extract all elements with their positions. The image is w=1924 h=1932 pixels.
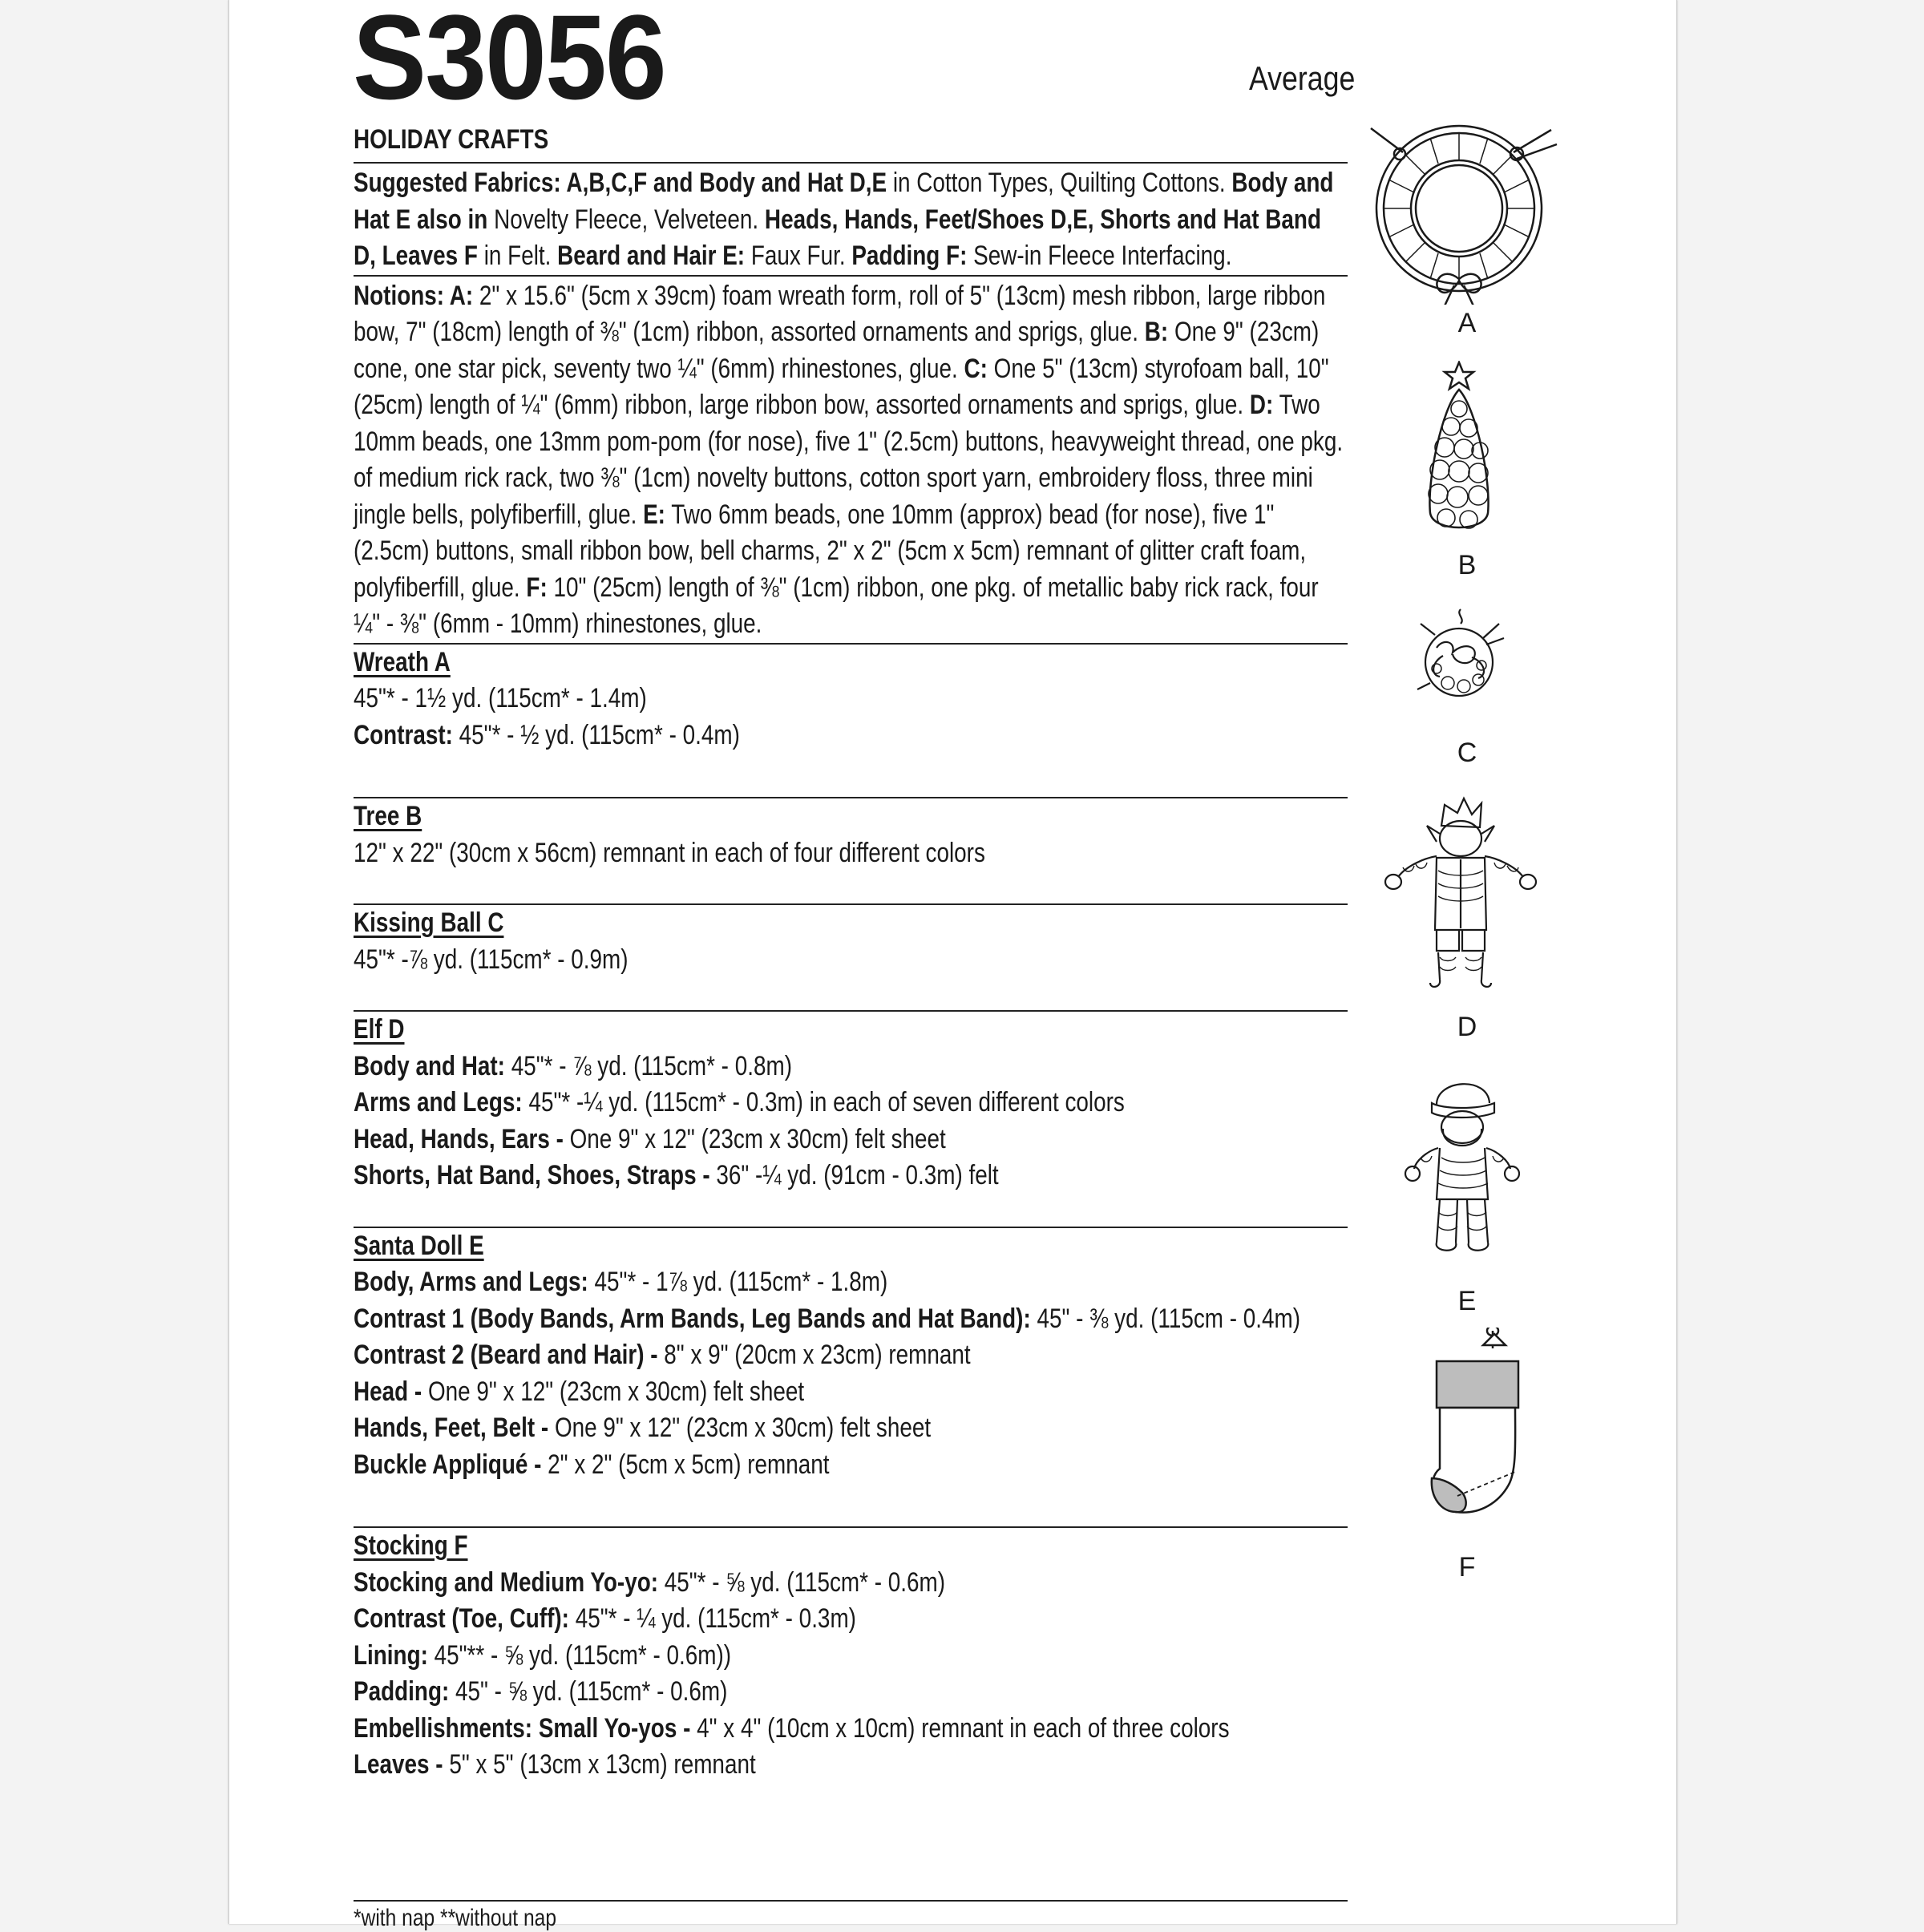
notion-items: One 9" (23cm) cone, one star pick, seventy two ¼" (6mm) rhinestones, glue. bbox=[354, 317, 1320, 384]
fabric-type: Faux Fur. bbox=[745, 240, 846, 271]
view-f bbox=[1347, 1328, 1587, 1528]
piece-yardage: One 9" x 12" (23cm x 30cm) felt sheet bbox=[563, 1123, 946, 1154]
view-c bbox=[1347, 606, 1587, 710]
notions-label: Notions: bbox=[354, 280, 445, 311]
yardage-line bbox=[354, 681, 1348, 717]
section-title: Santa Doll E bbox=[354, 1230, 484, 1261]
kissing-ball-icon bbox=[1347, 606, 1587, 710]
piece-yardage: 45"* - 1½ yd. (115cm* - 1.4m) bbox=[354, 683, 647, 713]
fabric-type: in Cotton Types, Quilting Cottons. bbox=[887, 168, 1226, 198]
yardage-line bbox=[354, 1410, 1348, 1447]
stocking-icon bbox=[1347, 1328, 1587, 1528]
piece-label: Contrast: bbox=[354, 719, 453, 750]
pattern-number: S3056 bbox=[353, 0, 665, 124]
notion-items: One 5" (13cm) styrofoam ball, 10" (25cm) length of ¼" (6mm) ribbon, large ribbon bow, assorted ornaments and sprigs, glue. bbox=[354, 353, 1329, 420]
piece-label: Contrast 2 (Beard and Hair) - bbox=[354, 1340, 658, 1370]
yardage-line bbox=[354, 1301, 1348, 1338]
view-e bbox=[1347, 1071, 1587, 1263]
piece-yardage: 8" x 9" (20cm x 23cm) remnant bbox=[657, 1340, 971, 1370]
piece-yardage: 2" x 2" (5cm x 5cm) remnant bbox=[541, 1449, 830, 1480]
piece-label: Contrast 1 (Body Bands, Arm Bands, Leg Bands and Hat Band): bbox=[354, 1303, 1031, 1334]
yardage-line bbox=[354, 1158, 1348, 1194]
piece-yardage: 5" x 5" (13cm x 13cm) remnant bbox=[443, 1749, 756, 1780]
piece-label: Embellishments: Small Yo-yos - bbox=[354, 1712, 691, 1744]
notion-view-key: D: bbox=[1243, 390, 1274, 420]
piece-label: Hands, Feet, Belt - bbox=[354, 1413, 549, 1443]
requirements-column bbox=[354, 120, 1348, 1784]
fabric-group: Padding F: bbox=[845, 240, 968, 271]
yardage-line bbox=[354, 835, 1348, 872]
piece-label: Buckle Appliqué - bbox=[354, 1449, 542, 1480]
piece-yardage: 45" - ⅜ yd. (115cm - 0.4m) bbox=[1030, 1303, 1301, 1334]
piece-yardage: 45"* - ⅞ yd. (115cm* - 0.8m) bbox=[504, 1050, 792, 1081]
piece-label: Head - bbox=[354, 1376, 422, 1407]
yardage-line bbox=[354, 1337, 1348, 1374]
view-label-c: C bbox=[1457, 738, 1477, 768]
piece-label: Leaves - bbox=[354, 1749, 443, 1780]
view-label-f: F bbox=[1458, 1552, 1476, 1582]
fabric-group: Heads, Hands, Feet/Shoes D,E, Shorts and Hat Band D, Leaves F bbox=[354, 204, 1321, 271]
piece-yardage: 45"* - ½ yd. (115cm* - 0.4m) bbox=[452, 719, 740, 750]
piece-label: Head, Hands, Ears - bbox=[354, 1123, 564, 1154]
section-title: Wreath A bbox=[354, 646, 451, 677]
piece-yardage: 12" x 22" (30cm x 56cm) remnant in each of four different colors bbox=[354, 837, 985, 868]
fabric-group: Beard and Hair E: bbox=[551, 240, 746, 271]
notion-view-key: E: bbox=[637, 499, 665, 530]
fabric-type: Novelty Fleece, Velveteen. bbox=[487, 204, 759, 235]
yardage-line bbox=[354, 942, 1348, 979]
piece-label: Contrast (Toe, Cuff): bbox=[354, 1603, 569, 1634]
piece-label: Stocking and Medium Yo-yo: bbox=[354, 1566, 659, 1598]
yardage-line bbox=[354, 1565, 1348, 1602]
difficulty-level: Average bbox=[1249, 59, 1356, 97]
piece-label: Body, Arms and Legs: bbox=[354, 1267, 588, 1297]
view-label-b: B bbox=[1457, 550, 1477, 580]
view-label-a: A bbox=[1457, 308, 1477, 338]
footnote: *with nap **without nap bbox=[354, 1905, 557, 1931]
yardage-line bbox=[354, 1085, 1348, 1122]
yardage-section bbox=[354, 1228, 1348, 1484]
yardage-section bbox=[354, 798, 1348, 871]
notion-items: 10" (25cm) length of ⅜" (1cm) ribbon, one pkg. of metallic baby rick rack, four ¼" - ⅜" (6mm - 10mm) rhinestones, glue. bbox=[354, 572, 1319, 639]
yardage-line bbox=[354, 1122, 1348, 1158]
yardage-section bbox=[354, 1528, 1348, 1784]
view-illustrations bbox=[1347, 0, 1587, 1924]
piece-yardage: One 9" x 12" (23cm x 30cm) felt sheet bbox=[548, 1413, 932, 1443]
view-label-e: E bbox=[1457, 1286, 1477, 1316]
yardage-line bbox=[354, 1601, 1348, 1638]
section-title: Stocking F bbox=[354, 1530, 468, 1561]
notion-items: 2" x 15.6" (5cm x 39cm) foam wreath form, roll of 5" (13cm) mesh ribbon, large ribbon bow, 7" (18cm) length of ⅜" (1cm) ribbon, assorted ornaments and sprigs, glue. bbox=[354, 280, 1326, 347]
piece-yardage: 45"** - ⅝ yd. (115cm* - 0.6m)) bbox=[427, 1639, 732, 1671]
yardage-line bbox=[354, 1674, 1348, 1711]
wreath-icon bbox=[1347, 120, 1587, 305]
yardage-line bbox=[354, 1374, 1348, 1411]
suggested-fabrics bbox=[354, 164, 1348, 275]
piece-yardage: 45"* - 1⅞ yd. (115cm* - 1.8m) bbox=[588, 1267, 888, 1297]
piece-label: Lining: bbox=[354, 1639, 428, 1671]
view-b bbox=[1347, 361, 1587, 537]
notion-view-key: F: bbox=[519, 572, 548, 603]
piece-label: Padding: bbox=[354, 1676, 450, 1707]
yardage-section bbox=[354, 1012, 1348, 1194]
view-label-d: D bbox=[1457, 1012, 1477, 1042]
fabric-type: in Felt. bbox=[477, 240, 552, 271]
yardage-line bbox=[354, 1711, 1348, 1748]
fabrics-label: Suggested Fabrics: bbox=[354, 168, 561, 198]
notion-view-key: C: bbox=[957, 353, 988, 384]
view-d bbox=[1347, 794, 1587, 994]
yardage-line bbox=[354, 1638, 1348, 1675]
yardage-line bbox=[354, 1264, 1348, 1301]
notion-items: Two 10mm beads, one 13mm pom-pom (for nose), five 1" (2.5cm) buttons, heavyweight thread, one pkg. of medium rick rack, two ⅜" (1cm) novelty buttons, cotton sport yarn, embroidery floss, three mini jingle bells, polyfiberfill, glue. bbox=[354, 390, 1344, 530]
fabric-group: Body and Hat E also in bbox=[354, 168, 1334, 235]
yardage-line bbox=[354, 717, 1348, 754]
piece-label: Arms and Legs: bbox=[354, 1087, 523, 1118]
piece-yardage: 36" -¼ yd. (91cm - 0.3m) felt bbox=[709, 1160, 999, 1190]
category-title: HOLIDAY CRAFTS bbox=[354, 124, 549, 155]
notion-items: Two 6mm beads, one 10mm (approx) bead (for nose), five 1" (2.5cm) buttons, small ribbon bow, bell charms, 2" x 2" (5cm x 5cm) remnant of glitter craft foam, polyfiberfill, glue. bbox=[354, 499, 1307, 603]
piece-yardage: 45"* - ¼ yd. (115cm* - 0.3m) bbox=[568, 1603, 856, 1634]
yardage-line bbox=[354, 1447, 1348, 1484]
piece-yardage: 4" x 4" (10cm x 10cm) remnant in each of three colors bbox=[690, 1712, 1230, 1744]
piece-label: Shorts, Hat Band, Shoes, Straps - bbox=[354, 1160, 710, 1190]
fabric-group: A,B,C,F and Body and Hat D,E bbox=[560, 168, 887, 198]
notion-view-key: A: bbox=[444, 280, 474, 311]
notion-view-key: B: bbox=[1138, 317, 1169, 347]
yardage-line bbox=[354, 1747, 1348, 1784]
footer-divider bbox=[354, 1900, 1348, 1902]
piece-label: Body and Hat: bbox=[354, 1050, 505, 1081]
yardage-section bbox=[354, 645, 1348, 754]
yardage-section bbox=[354, 905, 1348, 978]
fabric-type: Sew-in Fleece Interfacing. bbox=[967, 240, 1232, 271]
yardage-line bbox=[354, 1049, 1348, 1085]
piece-yardage: 45"* -¼ yd. (115cm* - 0.3m) in each of seven different colors bbox=[522, 1087, 1125, 1118]
piece-yardage: One 9" x 12" (23cm x 30cm) felt sheet bbox=[422, 1376, 805, 1407]
section-title: Elf D bbox=[354, 1014, 405, 1045]
piece-yardage: 45"* - ⅝ yd. (115cm* - 0.6m) bbox=[658, 1566, 946, 1598]
section-title: Tree B bbox=[354, 801, 422, 831]
tree-icon bbox=[1347, 361, 1587, 537]
elf-doll-icon bbox=[1347, 794, 1587, 994]
section-title: Kissing Ball C bbox=[354, 907, 504, 938]
piece-yardage: 45"* -⅞ yd. (115cm* - 0.9m) bbox=[354, 944, 629, 975]
santa-doll-icon bbox=[1347, 1071, 1587, 1263]
view-a bbox=[1347, 120, 1587, 305]
notions bbox=[354, 277, 1348, 643]
piece-yardage: 45" - ⅝ yd. (115cm* - 0.6m) bbox=[449, 1676, 728, 1707]
